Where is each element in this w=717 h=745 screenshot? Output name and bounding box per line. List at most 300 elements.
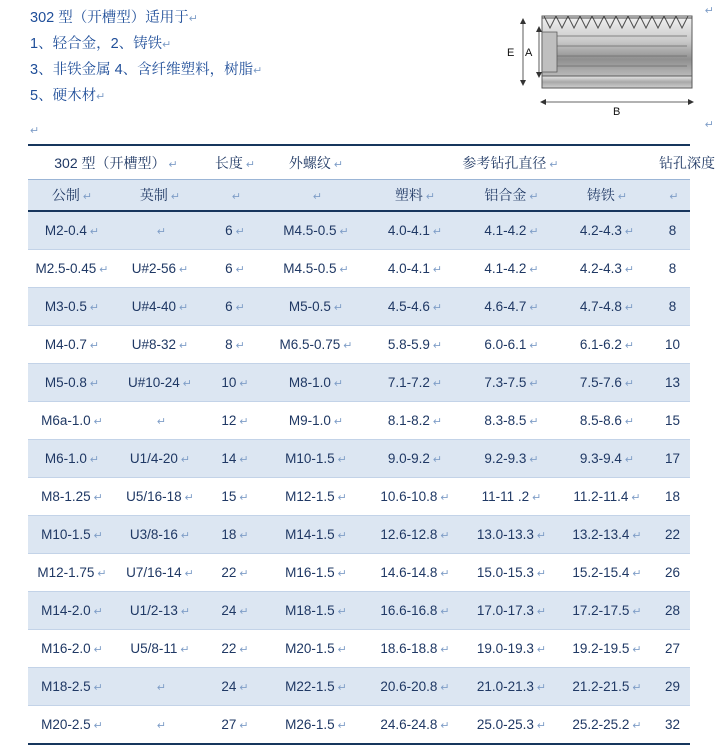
cell-metric: [28, 630, 116, 668]
cell-plastic-text: 7.1-7.2: [387, 375, 430, 390]
cell-aluminium: [464, 250, 559, 288]
table-row: [28, 592, 690, 630]
cell-aluminium-text: 21.0-21.3: [476, 679, 534, 694]
cell-metric-text: M6a-1.0: [41, 413, 91, 428]
pilcrow-mark: ↵: [156, 720, 167, 732]
pilcrow-mark: ↵: [99, 264, 109, 276]
cell-cast-iron-text: 6.1-6.2: [579, 337, 622, 352]
pilcrow-mark: ↵: [529, 454, 539, 466]
pilcrow-mark: ↵: [239, 530, 249, 542]
cell-metric-text: M10-1.5: [41, 527, 91, 542]
cell-depth: [655, 326, 690, 364]
pilcrow-mark: ↵: [536, 606, 547, 618]
pilcrow-mark: ↵: [624, 340, 635, 352]
spec-table: [28, 144, 716, 745]
cell-aluminium: [464, 402, 559, 440]
cell-length: [204, 402, 266, 440]
cell-cast-iron: [559, 630, 655, 668]
pilcrow-mark: ↵: [93, 416, 103, 428]
cell-metric: [28, 554, 116, 592]
pilcrow-mark-top-right: ↵: [704, 5, 714, 17]
header-imperial-text: 英制: [139, 187, 168, 203]
cell-aluminium: [464, 706, 559, 745]
pilcrow-mark: ↵: [182, 378, 192, 390]
cell-thread-text: M4.5-0.5: [283, 261, 337, 276]
cell-length: [204, 326, 266, 364]
cell-aluminium-text: 7.3-7.5: [484, 375, 527, 390]
cell-imperial-text: U5/8-11: [130, 641, 178, 656]
table-row: [28, 478, 690, 516]
table-row: [28, 364, 690, 402]
header-aluminium: [464, 180, 559, 212]
cell-thread-text: M26-1.5: [285, 717, 335, 732]
cell-thread-text: M18-1.5: [285, 603, 335, 618]
cell-metric-text: M14-2.0: [41, 603, 91, 618]
header-thread-sub: [266, 180, 366, 212]
pilcrow-mark: ↵: [432, 340, 443, 352]
cell-thread: [266, 592, 366, 630]
cell-aluminium-text: 4.6-4.7: [484, 299, 527, 314]
cell-thread-text: M9-1.0: [288, 413, 331, 428]
insert-cross-section-svg: [487, 2, 712, 117]
cell-aluminium-text: 25.0-25.3: [476, 717, 534, 732]
pilcrow-mark: ↵: [239, 492, 249, 504]
pilcrow-mark: ↵: [432, 416, 443, 428]
pilcrow-mark: ↵: [440, 644, 450, 656]
cell-thread-text: M16-1.5: [285, 565, 335, 580]
dimension-label-A: A: [525, 47, 533, 59]
pilcrow-mark: ↵: [239, 378, 249, 390]
cell-cast-iron-text: 15.2-15.4: [572, 565, 630, 580]
cell-length: [204, 592, 266, 630]
pilcrow-mark: ↵: [337, 644, 347, 656]
pilcrow-mark: ↵: [440, 530, 450, 542]
cell-length-text: 14: [221, 451, 237, 466]
cell-thread-text: M10-1.5: [285, 451, 335, 466]
header-length: [204, 145, 266, 180]
pilcrow-mark: ↵: [632, 644, 642, 656]
cell-metric: [28, 211, 116, 250]
cell-cast-iron-text: 19.2-19.5: [572, 641, 630, 656]
cell-length-text: 24: [221, 679, 237, 694]
pilcrow-mark: ↵: [337, 720, 347, 732]
cell-plastic-text: 24.6-24.8: [380, 717, 438, 732]
pilcrow-mark: ↵: [179, 302, 189, 314]
cell-metric-text: M4-0.7: [44, 337, 87, 352]
cell-depth: [655, 706, 690, 745]
cell-cast-iron: [559, 440, 655, 478]
cell-depth-text: 17: [665, 451, 681, 466]
cell-aluminium: [464, 516, 559, 554]
cell-metric-text: M18-2.5: [41, 679, 91, 694]
cell-thread: [266, 440, 366, 478]
cell-depth: [655, 592, 690, 630]
header-type-text: 302 型（开槽型）: [54, 154, 166, 171]
pilcrow-mark: ↵: [549, 158, 559, 171]
pilcrow-mark: ↵: [425, 191, 436, 203]
pilcrow-mark: ↵: [239, 606, 249, 618]
cell-aluminium-text: 17.0-17.3: [476, 603, 534, 618]
threaded-insert-drawing: [487, 2, 712, 117]
cell-plastic: [366, 288, 464, 326]
cell-plastic: [366, 211, 464, 250]
cell-cast-iron-text: 8.5-8.6: [579, 413, 622, 428]
cell-thread: [266, 211, 366, 250]
pilcrow-mark: ↵: [239, 720, 249, 732]
pilcrow-mark: ↵: [180, 606, 191, 618]
cell-imperial: [116, 668, 204, 706]
cell-length-text: 8: [225, 337, 233, 352]
cell-depth: [655, 668, 690, 706]
cell-depth: [655, 211, 690, 250]
pilcrow-mark: ↵: [624, 264, 635, 276]
pilcrow-mark: ↵: [156, 226, 167, 238]
cell-imperial: [116, 554, 204, 592]
table-row: [28, 288, 690, 326]
cell-aluminium-text: 6.0-6.1: [484, 337, 527, 352]
cell-thread-text: M4.5-0.5: [283, 223, 337, 238]
intro-line-4-text: 5、硬木材: [30, 88, 97, 104]
cell-aluminium-text: 11-11 .2: [481, 489, 530, 504]
header-length-sub: [204, 180, 266, 212]
cell-imperial-text: U3/8-16: [129, 527, 178, 542]
header-drill-depth-text: 钻孔深度: [659, 154, 716, 171]
cell-metric-text: M8-1.25: [41, 489, 91, 504]
pilcrow-mark: ↵: [89, 378, 100, 390]
cell-length: [204, 630, 266, 668]
cell-metric: [28, 440, 116, 478]
cell-thread: [266, 668, 366, 706]
cell-depth: [655, 440, 690, 478]
cell-depth: [655, 364, 690, 402]
cell-imperial: [116, 478, 204, 516]
cell-cast-iron-text: 13.2-13.4: [572, 527, 630, 542]
spec-table-body: [28, 211, 690, 744]
pilcrow-mark: ↵: [96, 91, 106, 103]
cell-cast-iron: [559, 516, 655, 554]
cell-thread-text: M6.5-0.75: [279, 337, 341, 352]
table-row: [28, 211, 690, 250]
cell-plastic-text: 9.0-9.2: [387, 451, 430, 466]
header-metric-text: 公制: [51, 187, 80, 203]
pilcrow-mark: ↵: [536, 644, 547, 656]
cell-cast-iron: [559, 211, 655, 250]
cell-aluminium-text: 4.1-4.2: [484, 261, 527, 276]
cell-depth-text: 8: [668, 223, 677, 238]
cell-thread: [266, 706, 366, 745]
pilcrow-mark: ↵: [532, 492, 542, 504]
cell-imperial-text: U#4-40: [131, 299, 177, 314]
intro-line-3-text: 3、非铁金属 4、含纤维塑料，树脂: [30, 62, 254, 78]
cell-depth: [655, 402, 690, 440]
pilcrow-mark: ↵: [170, 191, 181, 203]
pilcrow-mark: ↵: [337, 606, 347, 618]
cell-plastic-text: 5.8-5.9: [387, 337, 430, 352]
pilcrow-mark: ↵: [180, 454, 191, 466]
cell-length-text: 22: [221, 641, 237, 656]
cell-thread: [266, 630, 366, 668]
table-row: [28, 440, 690, 478]
cell-aluminium: [464, 288, 559, 326]
pilcrow-mark: ↵: [632, 530, 642, 542]
header-drill-diameter: [366, 145, 655, 180]
header-cast-iron-text: 铸铁: [586, 187, 615, 203]
pilcrow-mark: ↵: [529, 191, 539, 203]
header-outer-thread: [266, 145, 366, 180]
pilcrow-mark: ↵: [184, 492, 194, 504]
cell-plastic-text: 14.6-14.8: [380, 565, 438, 580]
cell-length-text: 12: [221, 413, 237, 428]
cell-length-text: 6: [225, 261, 233, 276]
cell-length: [204, 516, 266, 554]
cell-length-text: 15: [221, 489, 237, 504]
pilcrow-mark: ↵: [239, 454, 249, 466]
cell-thread-text: M12-1.5: [285, 489, 335, 504]
cell-thread-text: M14-1.5: [285, 527, 335, 542]
cell-thread-text: M22-1.5: [285, 679, 335, 694]
cell-plastic: [366, 440, 464, 478]
pilcrow-mark: ↵: [89, 340, 100, 352]
pilcrow-mark: ↵: [97, 568, 107, 580]
cell-cast-iron: [559, 668, 655, 706]
table-row: [28, 706, 690, 745]
cell-length: [204, 364, 266, 402]
cell-metric: [28, 364, 116, 402]
pilcrow-mark: ↵: [89, 302, 100, 314]
cell-imperial-text: U5/16-18: [126, 489, 182, 504]
cell-plastic-text: 18.6-18.8: [380, 641, 438, 656]
cell-metric: [28, 668, 116, 706]
cell-metric: [28, 288, 116, 326]
pilcrow-mark: ↵: [631, 492, 641, 504]
pilcrow-mark: ↵: [536, 568, 547, 580]
cell-cast-iron-text: 17.2-17.5: [572, 603, 630, 618]
pilcrow-mark: ↵: [440, 606, 450, 618]
pilcrow-mark-right-second: ↵: [704, 119, 714, 131]
cell-aluminium: [464, 478, 559, 516]
cell-plastic-text: 10.6-10.8: [380, 489, 438, 504]
pilcrow-mark: ↵: [536, 720, 547, 732]
cell-metric-text: M16-2.0: [41, 641, 91, 656]
pilcrow-mark: ↵: [337, 492, 347, 504]
cell-depth-text: 26: [665, 565, 681, 580]
cell-thread: [266, 402, 366, 440]
cell-plastic-text: 4.0-4.1: [387, 223, 430, 238]
pilcrow-mark: ↵: [253, 65, 263, 77]
pilcrow-mark: ↵: [624, 416, 635, 428]
cell-length-text: 6: [225, 223, 233, 238]
cell-depth-text: 27: [665, 641, 681, 656]
pilcrow-mark: ↵: [312, 191, 323, 203]
pilcrow-mark: ↵: [529, 302, 539, 314]
cell-imperial: [116, 706, 204, 745]
pilcrow-mark: ↵: [235, 302, 245, 314]
spec-table-wrapper: [28, 144, 716, 745]
cell-imperial: [116, 402, 204, 440]
cell-plastic: [366, 478, 464, 516]
pilcrow-mark: ↵: [624, 226, 635, 238]
cell-plastic: [366, 706, 464, 745]
pilcrow-mark: ↵: [93, 530, 103, 542]
cell-depth: [655, 478, 690, 516]
header-imperial: [116, 180, 204, 212]
cell-length-text: 6: [225, 299, 233, 314]
cell-length: [204, 668, 266, 706]
cell-depth-text: 8: [668, 261, 677, 276]
header-row-sub: [28, 180, 690, 212]
cell-length: [204, 288, 266, 326]
cell-length: [204, 250, 266, 288]
cell-metric-text: M2.5-0.45: [35, 261, 97, 276]
header-plastic-text: 塑料: [394, 187, 423, 203]
pilcrow-mark: ↵: [89, 454, 100, 466]
pilcrow-mark: ↵: [333, 158, 344, 171]
cell-cast-iron: [559, 478, 655, 516]
intro-line-1: [30, 6, 490, 32]
cell-depth-text: 29: [665, 679, 681, 694]
pilcrow-mark: ↵: [239, 416, 249, 428]
cell-depth: [655, 516, 690, 554]
cell-plastic-text: 20.6-20.8: [380, 679, 438, 694]
intro-line-1-text: 302 型（开槽型）适用于: [30, 10, 189, 26]
cell-length: [204, 478, 266, 516]
cell-depth: [655, 288, 690, 326]
header-length-text: 长度: [214, 154, 243, 171]
table-row: [28, 516, 690, 554]
cell-metric: [28, 478, 116, 516]
cell-plastic: [366, 516, 464, 554]
cell-plastic: [366, 364, 464, 402]
cell-cast-iron-text: 4.2-4.3: [579, 223, 622, 238]
cell-depth-text: 32: [665, 717, 681, 732]
cell-aluminium: [464, 364, 559, 402]
cell-plastic: [366, 402, 464, 440]
pilcrow-mark: ↵: [529, 226, 539, 238]
pilcrow-mark: ↵: [440, 568, 450, 580]
cell-imperial: [116, 440, 204, 478]
cell-metric-text: M2-0.4: [44, 223, 87, 238]
header-drill-diameter-text: 参考钻孔直径: [462, 154, 547, 171]
cell-cast-iron: [559, 288, 655, 326]
pilcrow-mark: ↵: [632, 568, 642, 580]
pilcrow-mark: ↵: [156, 682, 167, 694]
pilcrow-mark: ↵: [432, 264, 443, 276]
header-plastic: [366, 180, 464, 212]
pilcrow-mark: ↵: [93, 492, 103, 504]
cell-plastic: [366, 250, 464, 288]
cell-cast-iron-text: 7.5-7.6: [579, 375, 622, 390]
pilcrow-mark: ↵: [343, 340, 353, 352]
pilcrow-mark: ↵: [235, 226, 245, 238]
cell-plastic: [366, 630, 464, 668]
cell-aluminium: [464, 554, 559, 592]
cell-thread: [266, 478, 366, 516]
cell-metric-text: M20-2.5: [41, 717, 91, 732]
pilcrow-mark: ↵: [529, 378, 539, 390]
pilcrow-mark: ↵: [632, 682, 642, 694]
header-aluminium-text: 铝合金: [484, 187, 527, 203]
pilcrow-mark: ↵: [339, 226, 349, 238]
cell-cast-iron-text: 11.2-11.4: [573, 489, 629, 504]
pilcrow-mark: ↵: [337, 530, 347, 542]
header-metric: [28, 180, 116, 212]
table-row: [28, 554, 690, 592]
pilcrow-mark: ↵: [529, 416, 539, 428]
cell-metric-text: M6-1.0: [44, 451, 87, 466]
pilcrow-mark: ↵: [333, 416, 344, 428]
pilcrow-mark: ↵: [156, 416, 167, 428]
cell-aluminium-text: 19.0-19.3: [476, 641, 534, 656]
cell-depth-text: 10: [665, 337, 681, 352]
cell-plastic-text: 8.1-8.2: [387, 413, 430, 428]
cell-cast-iron-text: 4.2-4.3: [579, 261, 622, 276]
cell-depth-text: 13: [665, 375, 681, 390]
pilcrow-mark: ↵: [179, 264, 189, 276]
spec-table-head: [28, 145, 716, 211]
pilcrow-mark: ↵: [337, 568, 347, 580]
pilcrow-mark: ↵: [440, 720, 450, 732]
intro-line-4: [30, 84, 490, 110]
header-depth-sub: [655, 180, 690, 212]
pilcrow-mark: ↵: [93, 606, 103, 618]
cell-cast-iron: [559, 592, 655, 630]
cell-thread: [266, 326, 366, 364]
cell-length: [204, 706, 266, 745]
cell-depth: [655, 630, 690, 668]
cell-metric: [28, 592, 116, 630]
header-drill-depth: [655, 145, 716, 180]
dimension-label-E: E: [507, 47, 515, 59]
cell-imperial: [116, 630, 204, 668]
header-row-top: [28, 145, 690, 180]
cell-aluminium-text: 4.1-4.2: [484, 223, 527, 238]
cell-metric-text: M12-1.75: [37, 565, 95, 580]
pilcrow-mark: ↵: [333, 378, 344, 390]
pilcrow-mark: ↵: [239, 644, 249, 656]
cell-imperial-text: U#10-24: [127, 375, 180, 390]
cell-imperial: [116, 288, 204, 326]
pilcrow-mark: ↵: [624, 378, 635, 390]
cell-depth: [655, 250, 690, 288]
cell-imperial: [116, 326, 204, 364]
cell-cast-iron-text: 4.7-4.8: [579, 299, 622, 314]
cell-plastic-text: 4.5-4.6: [387, 299, 430, 314]
cell-imperial-text: U#8-32: [131, 337, 177, 352]
pilcrow-mark: ↵: [333, 302, 344, 314]
cell-length-text: 27: [221, 717, 237, 732]
cell-aluminium: [464, 326, 559, 364]
cell-aluminium: [464, 592, 559, 630]
cell-cast-iron-text: 25.2-25.2: [572, 717, 630, 732]
pilcrow-mark: ↵: [179, 340, 189, 352]
pilcrow-mark: ↵: [624, 454, 635, 466]
cell-imperial-text: U7/16-14: [126, 565, 182, 580]
cell-aluminium: [464, 668, 559, 706]
intro-line-3: [30, 58, 490, 84]
table-row: [28, 250, 690, 288]
pilcrow-mark: ↵: [669, 191, 679, 203]
cell-plastic: [366, 326, 464, 364]
pilcrow-mark: ↵: [93, 682, 103, 694]
cell-metric: [28, 250, 116, 288]
cell-length: [204, 440, 266, 478]
intro-block: [30, 6, 490, 110]
cell-depth-text: 15: [665, 413, 681, 428]
cell-thread: [266, 250, 366, 288]
table-row: [28, 668, 690, 706]
pilcrow-mark: ↵: [432, 302, 443, 314]
cell-imperial: [116, 516, 204, 554]
